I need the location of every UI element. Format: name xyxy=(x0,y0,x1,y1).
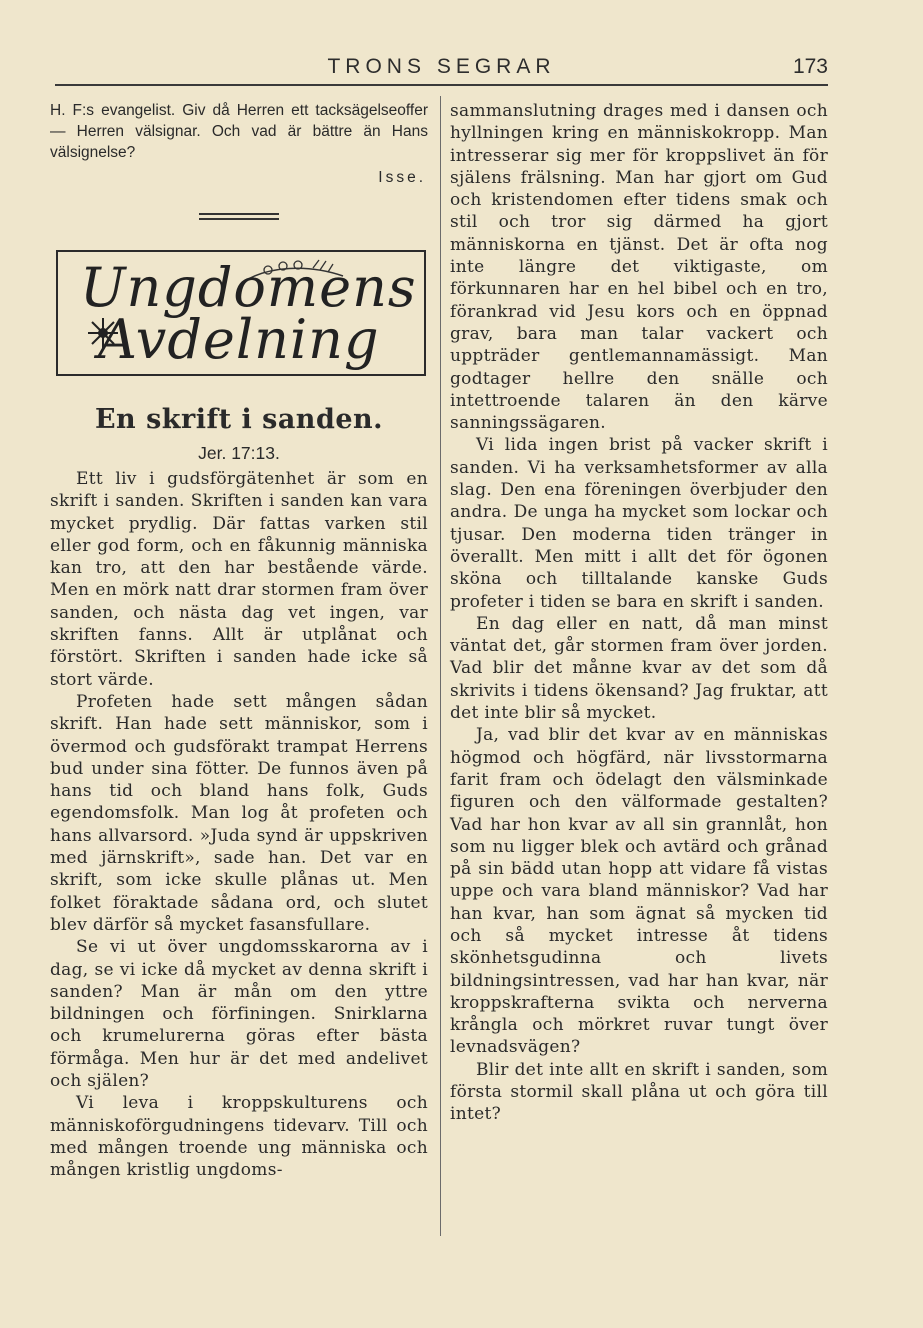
scripture-reference: Jer. 17:13. xyxy=(198,443,280,463)
paragraph: Vi leva i kroppskulturens och människoförgudningens tidevarv. Till och med mången troende ung människa och mången kristlig ungdoms- xyxy=(50,1093,428,1181)
article-title: En skrift i sanden. xyxy=(94,404,384,435)
right-column xyxy=(450,100,828,1126)
paragraph: Profeten hade sett mången sådan skrift. Han hade sett människor, som i övermod och gudsförakt trampat Herrens bud under sina fötter. De funnos även på hans tid och bland hans folk, Guds egendomsfolk. Man log åt profeten och hans allvarsord. »Juda synd är uppskriven med järnskrift», sade han. Det var en skrift, som icke skulle plånas ut. Men folket föraktade sådana ord, och slutet blev därför så mycket fasansfullare. xyxy=(50,691,428,935)
page-number: 173 xyxy=(792,55,828,78)
paragraph: Se vi ut över ungdomsskarorna av i dag, se vi icke då mycket av denna skrift i sanden? Man är mån om den yttre bildningen och förfiningen. Snirklarna och krumelurerna göras efter bästa förmåga. Men hur är det med andelivet och själen? xyxy=(50,937,428,1092)
signature: Isse. xyxy=(378,169,426,186)
banner-word-2: Avdelning xyxy=(98,308,380,371)
paragraph: Vi lida ingen brist på vacker skrift i sanden. Vi ha verksamhetsformer av alla slag. Den ena föreningen överbjuder den andra. De unga ha mycket som lockar och tjusar. Den moderna tiden tränger in överallt. Men mitt i allt det för ögonen sköna och tilltalande kanske Guds profeter i tiden se bara en skrift i sanden. xyxy=(450,435,828,612)
header-rule xyxy=(55,84,828,86)
paragraph: Blir det inte allt en skrift i sanden, som första stormil skall plåna ut och göra till intet? xyxy=(450,1059,828,1125)
journal-title: TRONS SEGRAR xyxy=(327,55,556,78)
running-header xyxy=(55,55,828,85)
banner-word-1: Ungdomens xyxy=(80,256,417,319)
paragraph: Ett liv i gudsförgätenhet är som en skrift i sanden. Skriften i sanden kan vara mycket prydlig. Där fattas varken stil eller god form, och en fåkunnig människa kan tro, att den har bestående värde. Men en mörk natt drar stormen fram över sanden, och nästa dag vet ingen, var skriften fanns. Allt är utplånat och förstört. Skriften i sanden hade icke så stort värde. xyxy=(50,469,428,690)
left-column xyxy=(50,100,428,1182)
paragraph: Ja, vad blir det kvar av en människas högmod och högfärd, när livsstormarna farit fram och ödelagt den välsminkade figuren och den välformade gestalten? Vad har hon kvar av all sin grannlåt, hon som nu ligger blek och avtärd och grånad på sin bädd utan hopp att vidare få vistas uppe och vara bland människor? Vad har han kvar, han som ägnat så mycken tid och så mycket intresse åt tidens skönhetsgudinna och livets bildningsintressen, vad har han kvar, när kroppskrafterna svikta och nerverna krångla och mörkret ruvar tungt över levnadsvägen? xyxy=(450,725,828,1058)
section-banner xyxy=(56,250,426,376)
section-divider xyxy=(199,213,279,220)
column-divider xyxy=(440,96,441,1236)
intro-text: H. F:s evangelist. Giv då Herren ett tacksägelseoffer — Herren välsignar. Och vad är bättre än Hans välsignelse? xyxy=(50,102,428,161)
paragraph: sammanslutning drages med i dansen och hyllningen kring en människokropp. Man intresserar sig mer för kroppslivet än för själens frälsning. Man har gjort om Gud och kristendomen efter tidens smak och stil och tror sig därmed ha gjort människorna en tjänst. Det är ofta nog inte längre det viktigaste, om förkunnaren har en hel bibel och en tro, förankrad vid Jesu kors och en öppnad grav, bara man talar vackert och uppträder gentlemannamässigt. Man godtager hellre den snälle och intettroende talaren än den kärve sanningssägaren. xyxy=(450,101,828,434)
paragraph: En dag eller en natt, då man minst väntat det, går stormen fram över jorden. Vad blir det månne kvar av det som då skrivits i tidens ökensand? Jag fruktar, att det inte blir så mycket. xyxy=(450,613,828,724)
